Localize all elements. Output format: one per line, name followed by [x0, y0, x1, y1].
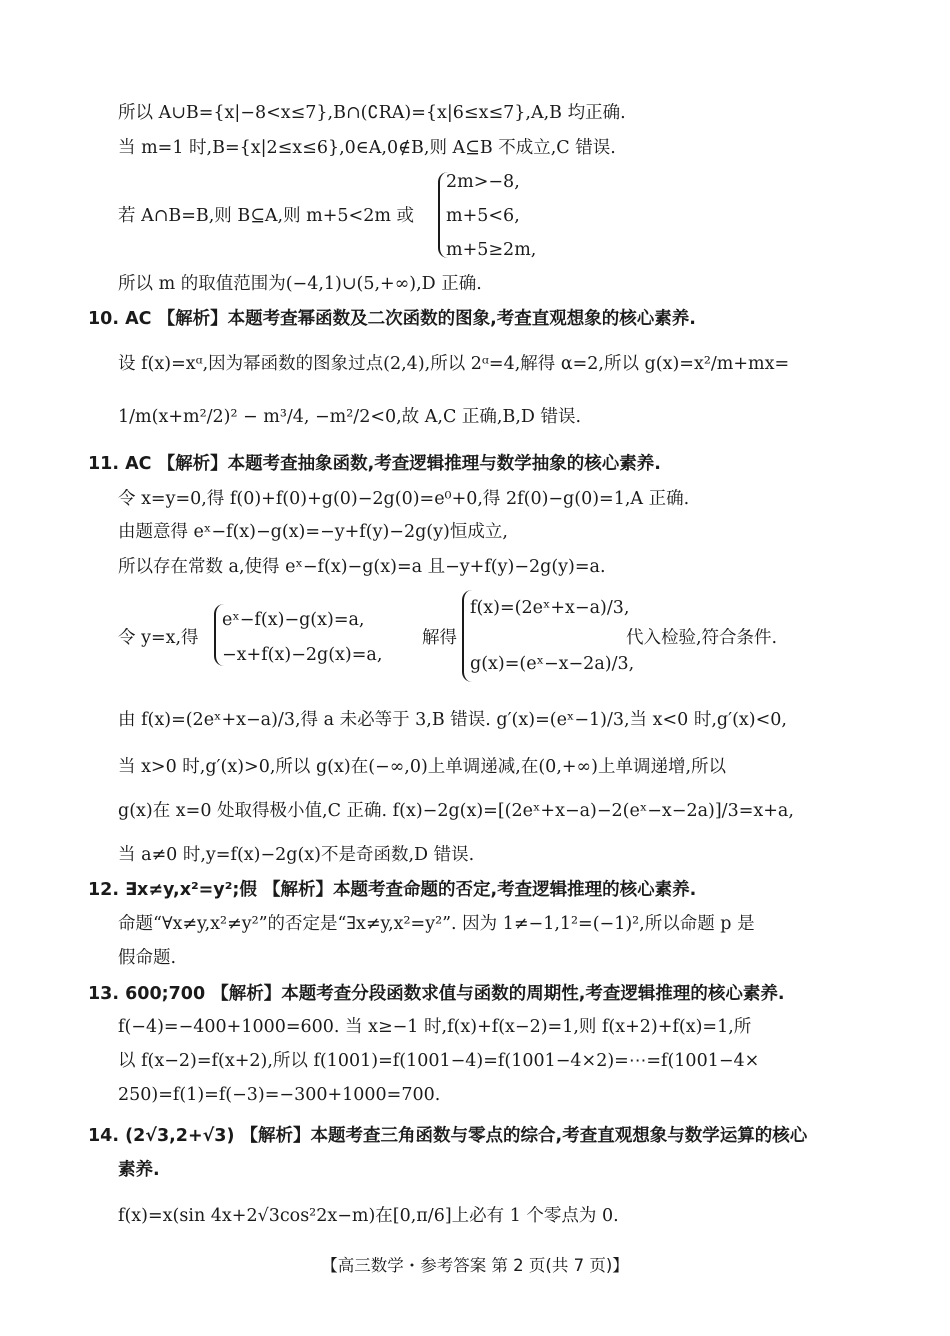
- line-q11-monotone: 当 x>0 时,g′(x)>0,所以 g(x)在(−∞,0)上单调递减,在(0,+∞)上单调递增,所以: [118, 757, 727, 777]
- line-q9-m1: 当 m=1 时,B={x|2≤x≤6},0∈A,0∉B,则 A⊆B 不成立,C 错误.: [118, 138, 616, 158]
- heading-q11: 11. AC 【解析】本题考查抽象函数,考查逻辑推理与数学抽象的核心素养.: [88, 454, 661, 474]
- line-q9-case3: m+5≥2m,: [446, 240, 537, 260]
- line-q11-zero: 令 x=y=0,得 f(0)+f(0)+g(0)−2g(0)=e⁰+0,得 2f(0)−g(0)=1,A 正确.: [118, 489, 690, 509]
- line-q9-union: 所以 A∪B={x|−8<x≤7},B∩(∁RA)={x|6≤x≤7},A,B 均正确.: [118, 103, 626, 123]
- line-q11-odd: 当 a≠0 时,y=f(x)−2g(x)不是奇函数,D 错误.: [118, 845, 475, 865]
- line-q11-f: f(x)=(2eˣ+x−a)/3,: [470, 598, 630, 618]
- line-q9-case2: m+5<6,: [446, 206, 520, 226]
- line-q12-negation: 命题“∀x≠y,x²≠y²”的否定是“∃x≠y,x²=y²”. 因为 1≠−1,1²=(−1)²,所以命题 p 是: [118, 914, 755, 934]
- heading-q14: 14. (2√3,2+√3) 【解析】本题考查三角函数与零点的综合,考查直观想象与数学运算的核心: [88, 1126, 808, 1146]
- heading-q14-cont: 素养.: [118, 1160, 160, 1180]
- page-footer: 【高三数学・参考答案 第 2 页(共 7 页)】: [321, 1256, 629, 1275]
- line-q11-g: g(x)=(eˣ−x−2a)/3,: [470, 654, 635, 674]
- heading-q13: 13. 600;700 【解析】本题考查分段函数求值与函数的周期性,考查逻辑推理的核心素养.: [88, 984, 785, 1004]
- line-q11-derivative: 由 f(x)=(2eˣ+x−a)/3,得 a 未必等于 3,B 错误. g′(x)=(eˣ−1)/3,当 x<0 时,g′(x)<0,: [118, 710, 787, 730]
- line-q11-minimum: g(x)在 x=0 处取得极小值,C 正确. f(x)−2g(x)=[(2eˣ+x−a)−2(eˣ−x−2a)]/3=x+a,: [118, 801, 794, 821]
- line-q10-power: 设 f(x)=xᵅ,因为幂函数的图象过点(2,4),所以 2ᵅ=4,解得 α=2,所以 g(x)=x²/m+mx=: [118, 354, 790, 374]
- line-q13-period: 以 f(x−2)=f(x+2),所以 f(1001)=f(1001−4)=f(1001−4×2)=⋯=f(1001−4×: [118, 1051, 760, 1071]
- line-q10-vertex: 1/m(x+m²/2)² − m³/4, −m²/2<0,故 A,C 正确,B,D 错误.: [118, 407, 582, 427]
- line-q11-check: 代入检验,符合条件.: [626, 628, 778, 648]
- heading-q12: 12. ∃x≠y,x²=y²;假 【解析】本题考查命题的否定,考查逻辑推理的核心素养.: [88, 880, 697, 900]
- line-q13-result: 250)=f(1)=f(−3)=−300+1000=700.: [118, 1085, 441, 1105]
- line-q9-subset: 若 A∩B=B,则 B⊆A,则 m+5<2m 或: [118, 206, 415, 226]
- line-q9-case1: 2m>−8,: [446, 172, 520, 192]
- line-q11-constant: 所以存在常数 a,使得 eˣ−f(x)−g(x)=a 且−y+f(y)−2g(y)=a.: [118, 557, 606, 577]
- line-q11-identity: 由题意得 eˣ−f(x)−g(x)=−y+f(y)−2g(y)恒成立,: [118, 522, 508, 542]
- line-q14-zero: f(x)=x(sin 4x+2√3cos²2x−m)在[0,π/6]上必有 1 个零点为 0.: [118, 1206, 619, 1226]
- line-q11-solve: 解得: [422, 628, 457, 648]
- line-q11-let: 令 y=x,得: [118, 628, 199, 648]
- line-q11-eq2: −x+f(x)−2g(x)=a,: [222, 645, 383, 665]
- heading-q10: 10. AC 【解析】本题考查幂函数及二次函数的图象,考查直观想象的核心素养.: [88, 309, 696, 329]
- line-q13-value: f(−4)=−400+1000=600. 当 x≥−1 时,f(x)+f(x−2)=1,则 f(x+2)+f(x)=1,所: [118, 1017, 752, 1037]
- line-q12-false: 假命题.: [118, 948, 177, 968]
- line-q9-range: 所以 m 的取值范围为(−4,1)∪(5,+∞),D 正确.: [118, 274, 482, 294]
- line-q11-eq1: eˣ−f(x)−g(x)=a,: [222, 610, 365, 630]
